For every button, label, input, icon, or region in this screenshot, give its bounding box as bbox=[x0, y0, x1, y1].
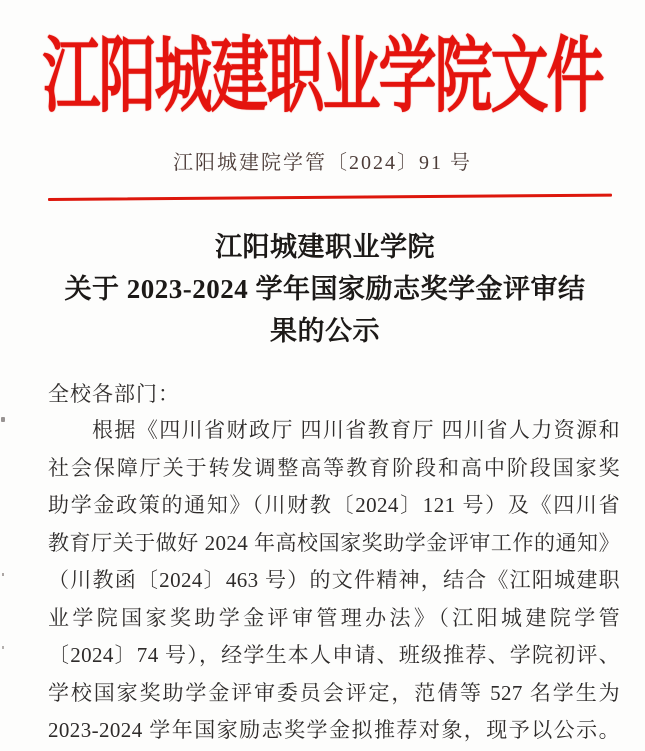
body-line-9: 2023-2024 学年国家励志奖学金拟推荐对象，现予以公示。 bbox=[48, 718, 620, 742]
body-line-7: 〔2024〕74 号），经学生本人申请、班级推荐、学院初评、 bbox=[48, 643, 620, 667]
body-line-4: 教育厅关于做好 2024 年高校国家奖助学金评审工作的通知》 bbox=[48, 530, 620, 555]
body-line-5: （川教函〔2024〕463 号）的文件精神，结合《江阳城建职 bbox=[48, 568, 620, 592]
red-separator-line bbox=[48, 194, 612, 201]
document-title-line-2: 关于 2023-2024 学年国家励志奖学金评审结 bbox=[64, 274, 586, 304]
red-letterhead-org-title: 江阳城建职业学院文件 bbox=[42, 30, 603, 123]
document-title bbox=[40, 226, 610, 352]
document-title-line-1: 江阳城建职业学院 bbox=[215, 232, 435, 262]
body-line-1: 根据《四川省财政厅 四川省教育厅 四川省人力资源和 bbox=[92, 418, 620, 442]
doc-reference-number: 江阳城建院学管〔2024〕91 号 bbox=[173, 152, 472, 174]
body-line-3: 助学金政策的通知》（川财教〔2024〕121 号）及《四川省 bbox=[48, 493, 620, 517]
document-title-line-3: 果的公示 bbox=[270, 316, 380, 346]
body-line-2: 社会保障厅关于转发调整高等教育阶段和高中阶段国家奖 bbox=[48, 455, 620, 480]
salutation: 全校各部门： bbox=[48, 382, 180, 406]
body-paragraph bbox=[48, 412, 620, 750]
body-line-8: 学校国家奖助学金评审委员会评定，范倩等 527 名学生为 bbox=[48, 680, 620, 705]
body-line-6: 业学院国家奖助学金评审管理办法》（江阳城建院学管 bbox=[48, 605, 620, 630]
